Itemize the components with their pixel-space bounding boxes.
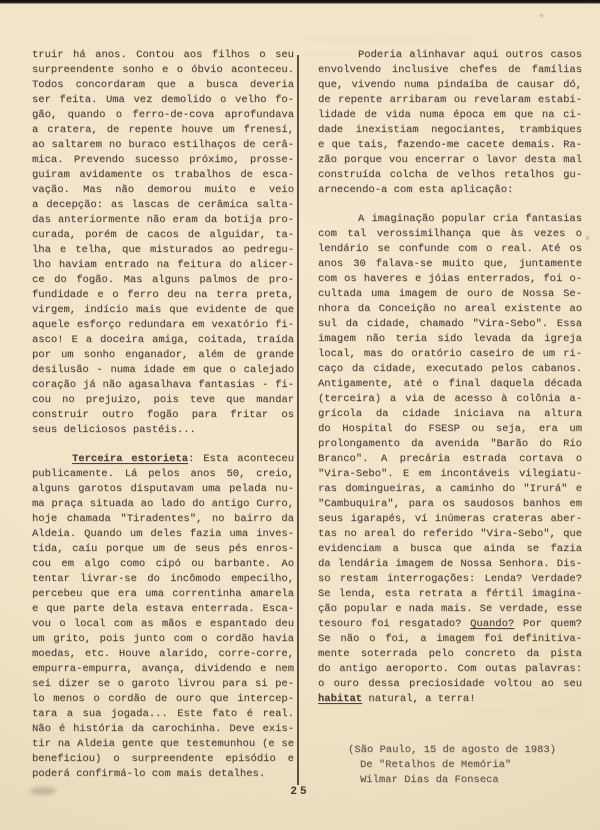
text-line: lo menos o cordão de ouro que intercep-: [32, 693, 294, 705]
text-line: tida, caíu porque um de seus pés enros-: [32, 543, 294, 555]
text-line: sei dizer se o garoto livrou para si pe-: [32, 678, 294, 690]
text-line: lendário se confunde com o real. Até os: [318, 243, 582, 255]
text-line: vação. Mas não demorou muito e veio: [32, 184, 294, 196]
text-line: o ouro dessa preciosidade voltou ao seu: [318, 678, 582, 690]
text-line: Aldeia. Quando um deles fazia uma inves-: [32, 528, 294, 540]
text-line: um grito, pois junto com o cordão havia: [32, 633, 294, 645]
text-line: cou em algo como cipó ou barbante. Ao: [32, 558, 294, 570]
scan-edge: [0, 0, 600, 4]
text-line: fundidade e o ferro deu na terra preta,: [32, 289, 294, 301]
text-line: (terceira) a via de acesso à colônia a-: [318, 393, 582, 405]
text-line: Poderia alinhavar aqui outros casos: [358, 49, 582, 61]
text-line: moedas, etc. Houve alarido, corre-corre,: [32, 648, 294, 660]
paragraph: [32, 452, 294, 782]
text-line: truir há anos. Contou aos filhos o seu: [32, 49, 294, 61]
text-line: virgem, indício mais que evidente de que: [32, 304, 294, 316]
text-line: hoje chamada "Tiradentes", no bairro da: [32, 513, 294, 525]
text-line: ma praça situada ao lado do antigo Curro,: [32, 498, 294, 510]
text-line: dade inexistiam negociantes, trambiques: [318, 124, 582, 136]
text-line: e que parte dela estava enterrada. Esca-: [32, 603, 294, 615]
text-line: arnecendo-a com esta aplicação:: [318, 184, 514, 196]
text-line: publicamente. Lá pelos anos 50, creio,: [32, 468, 294, 480]
text-line: Se lenda, esta retrata a fértil imagina-: [318, 588, 582, 600]
text-line: "Cambuquira", para os saudosos banhos em: [318, 498, 582, 510]
text-line: gão, quando o ferro-de-cova aprofundava: [32, 109, 294, 121]
text-line: coração já não agasalhava fantasias - fi-: [32, 379, 294, 391]
text-line: nhora da Conceição no areal existente ao: [318, 303, 582, 315]
text-line: poderá confirmá-lo com mais detalhes.: [32, 768, 266, 780]
text-line: asco! E a doceira amiga, coitada, traída: [32, 334, 294, 346]
right-text-column: [318, 48, 582, 788]
text-line: a cratera, de repente houve um frenesí,: [32, 124, 294, 136]
signature-date: (São Paulo, 15 de agosto de 1983): [348, 744, 556, 756]
text-line: com os haveres e jóias enterrados, foi o-: [318, 273, 582, 285]
text-line: zão porque vou encerrar o lavor desta mal: [318, 154, 582, 166]
signature-block: [318, 743, 582, 788]
text-line: lidade de vida numa época em que na ci-: [318, 109, 582, 121]
text-line: tas no areal do referido "Vira-Sebo", que: [318, 528, 582, 540]
text-line: lho haviam entrado na feitura do alicer-: [32, 259, 294, 271]
text-line: seus deliciosos pastéis...: [32, 424, 196, 436]
text-line: Se não o foi, a imagem foi definitiva-: [318, 633, 582, 645]
text-line: cou no prejuizo, pois teve que mandar: [32, 394, 294, 406]
text-line: de repente arribaram ou revelaram estabi-: [318, 94, 582, 106]
text-line: "Vira-Sebo". E em incontáveis vilegiatu-: [318, 468, 582, 480]
text-line: local, mas do oratório caseiro de um ri-: [318, 348, 582, 360]
text-line: evidenciam a busca que ainda se fazia: [318, 543, 582, 555]
paper-speck: [540, 14, 543, 17]
text-line: surpreendente sonho e o óbvio aconteceu.: [32, 64, 294, 76]
text-line: ras domingueiras, a caminho do "Irurá" e: [318, 483, 582, 495]
text-line: do antigo aeroporto. Com outas palavras:: [318, 663, 582, 675]
text-line: prolongamento da avenida "Barão do Rio: [318, 438, 582, 450]
text-line: tara a sua jogada... Este fato é real.: [32, 708, 294, 720]
text-line: beneficiou) o surpreendente episódio e: [32, 753, 294, 765]
text-line: tentar livrar-se do incômodo empecilho,: [32, 573, 294, 585]
text-line: da lendária imagem de Nossa Senhora. Dis-: [318, 558, 582, 570]
text-line: mente soterrada pelo concreto da pista: [318, 648, 582, 660]
paragraph: [32, 48, 294, 438]
text-line: alguns garotos disputavam uma pelada nu-: [32, 483, 294, 495]
text-line: empurra-empurra, avança, dividendo e nem: [32, 663, 294, 675]
text-line: vou o local com as mãos e espantado deu: [32, 618, 294, 630]
text-line: ser feita. Uma vez demolido o velho fo-: [32, 94, 294, 106]
text-line: sul da cidade, chamado "Vira-Sebo". Essa: [318, 318, 582, 330]
signature-source: De "Retalhos de Memória": [360, 759, 512, 771]
text-line: das anteriormente não eram da botija pro-: [32, 214, 294, 226]
paper-speck: [586, 236, 589, 240]
text-line: Todos concordaram que a busca deveria: [32, 79, 294, 91]
text-line: seus igarapés, ví inúmeras crateras aber-: [318, 513, 582, 525]
text-line: desilusão - numa idade em que o calejado: [32, 364, 294, 376]
text-line: anos 30 falava-se muito que, juntamente: [318, 258, 582, 270]
text-line: guiram avidamente os trabalhos de esca-: [32, 169, 294, 181]
text-line: do Hospital do FSESP ou seja, era um: [318, 423, 582, 435]
text-line: ao saltarem no buraco estilhaços de cerâ-: [32, 139, 294, 151]
page-number: 25: [290, 786, 310, 798]
left-text-column: [32, 48, 294, 782]
text-line: Terceira estorieta: Esta aconteceu: [72, 453, 294, 465]
text-line: A imaginação popular cria fantasias: [358, 213, 582, 225]
text-line: tir na Aldeia gente que testemunhou (e se: [32, 738, 294, 750]
text-line: Branco". A precária estrada cortava o: [318, 453, 582, 465]
text-line: envolvendo inclusive chefes de famílias: [318, 64, 582, 76]
column-divider-rule: [297, 55, 299, 785]
text-line: percebeu que era uma correntinha amarela: [32, 588, 294, 600]
text-line: construída colcha de velhos retalhos gu-: [318, 169, 582, 181]
text-line: com tal verossimilhança que às vezes o: [318, 228, 582, 240]
text-line: Não é história da carochinha. Deve exis-: [32, 723, 294, 735]
text-line: Antigamente, até o final daquela década: [318, 378, 582, 390]
text-line: habitat natural, a terra!: [318, 693, 476, 705]
text-line: imagem não teria sido levada da igreja: [318, 333, 582, 345]
text-line: so restam interrogações: Lenda? Verdade?: [318, 573, 582, 585]
text-line: grícola da cidade iniciava na altura: [318, 408, 582, 420]
text-line: tesouro foi resgatado? Quando? Por quem?: [318, 618, 582, 630]
text-line: a decepção: as lascas de cerâmica salta-: [32, 199, 294, 211]
text-line: construir outro fogão para fritar os: [32, 409, 294, 421]
text-line: que, vivendo numa pindaíba de causar dó,: [318, 79, 582, 91]
text-line: cultada uma imagem de ouro de Nossa Se-: [318, 288, 582, 300]
text-line: caço da cidade, executado pelos cabanos.: [318, 363, 582, 375]
text-line: curada, porém de cacos de alguidar, ta-: [32, 229, 294, 241]
paragraph: [318, 212, 582, 707]
paragraph: [318, 48, 582, 198]
text-line: ção popular e nada mais. Se verdade, esse: [318, 603, 582, 615]
text-line: mica. Prevendo sucesso próximo, prosse-: [32, 154, 294, 166]
signature-author: Wilmar Dias da Fonseca: [360, 774, 499, 786]
text-line: lha e telha, que misturados ao pedregu-: [32, 244, 294, 256]
text-line: e que tais, fazendo-me cacete demais. Ra-: [318, 139, 582, 151]
text-line: aquele esforço redundara em vexatório fi-: [32, 319, 294, 331]
text-line: por um sonho enganador, além de grande: [32, 349, 294, 361]
text-line: ce do fogão. Mas alguns palmos de pro-: [32, 274, 294, 286]
